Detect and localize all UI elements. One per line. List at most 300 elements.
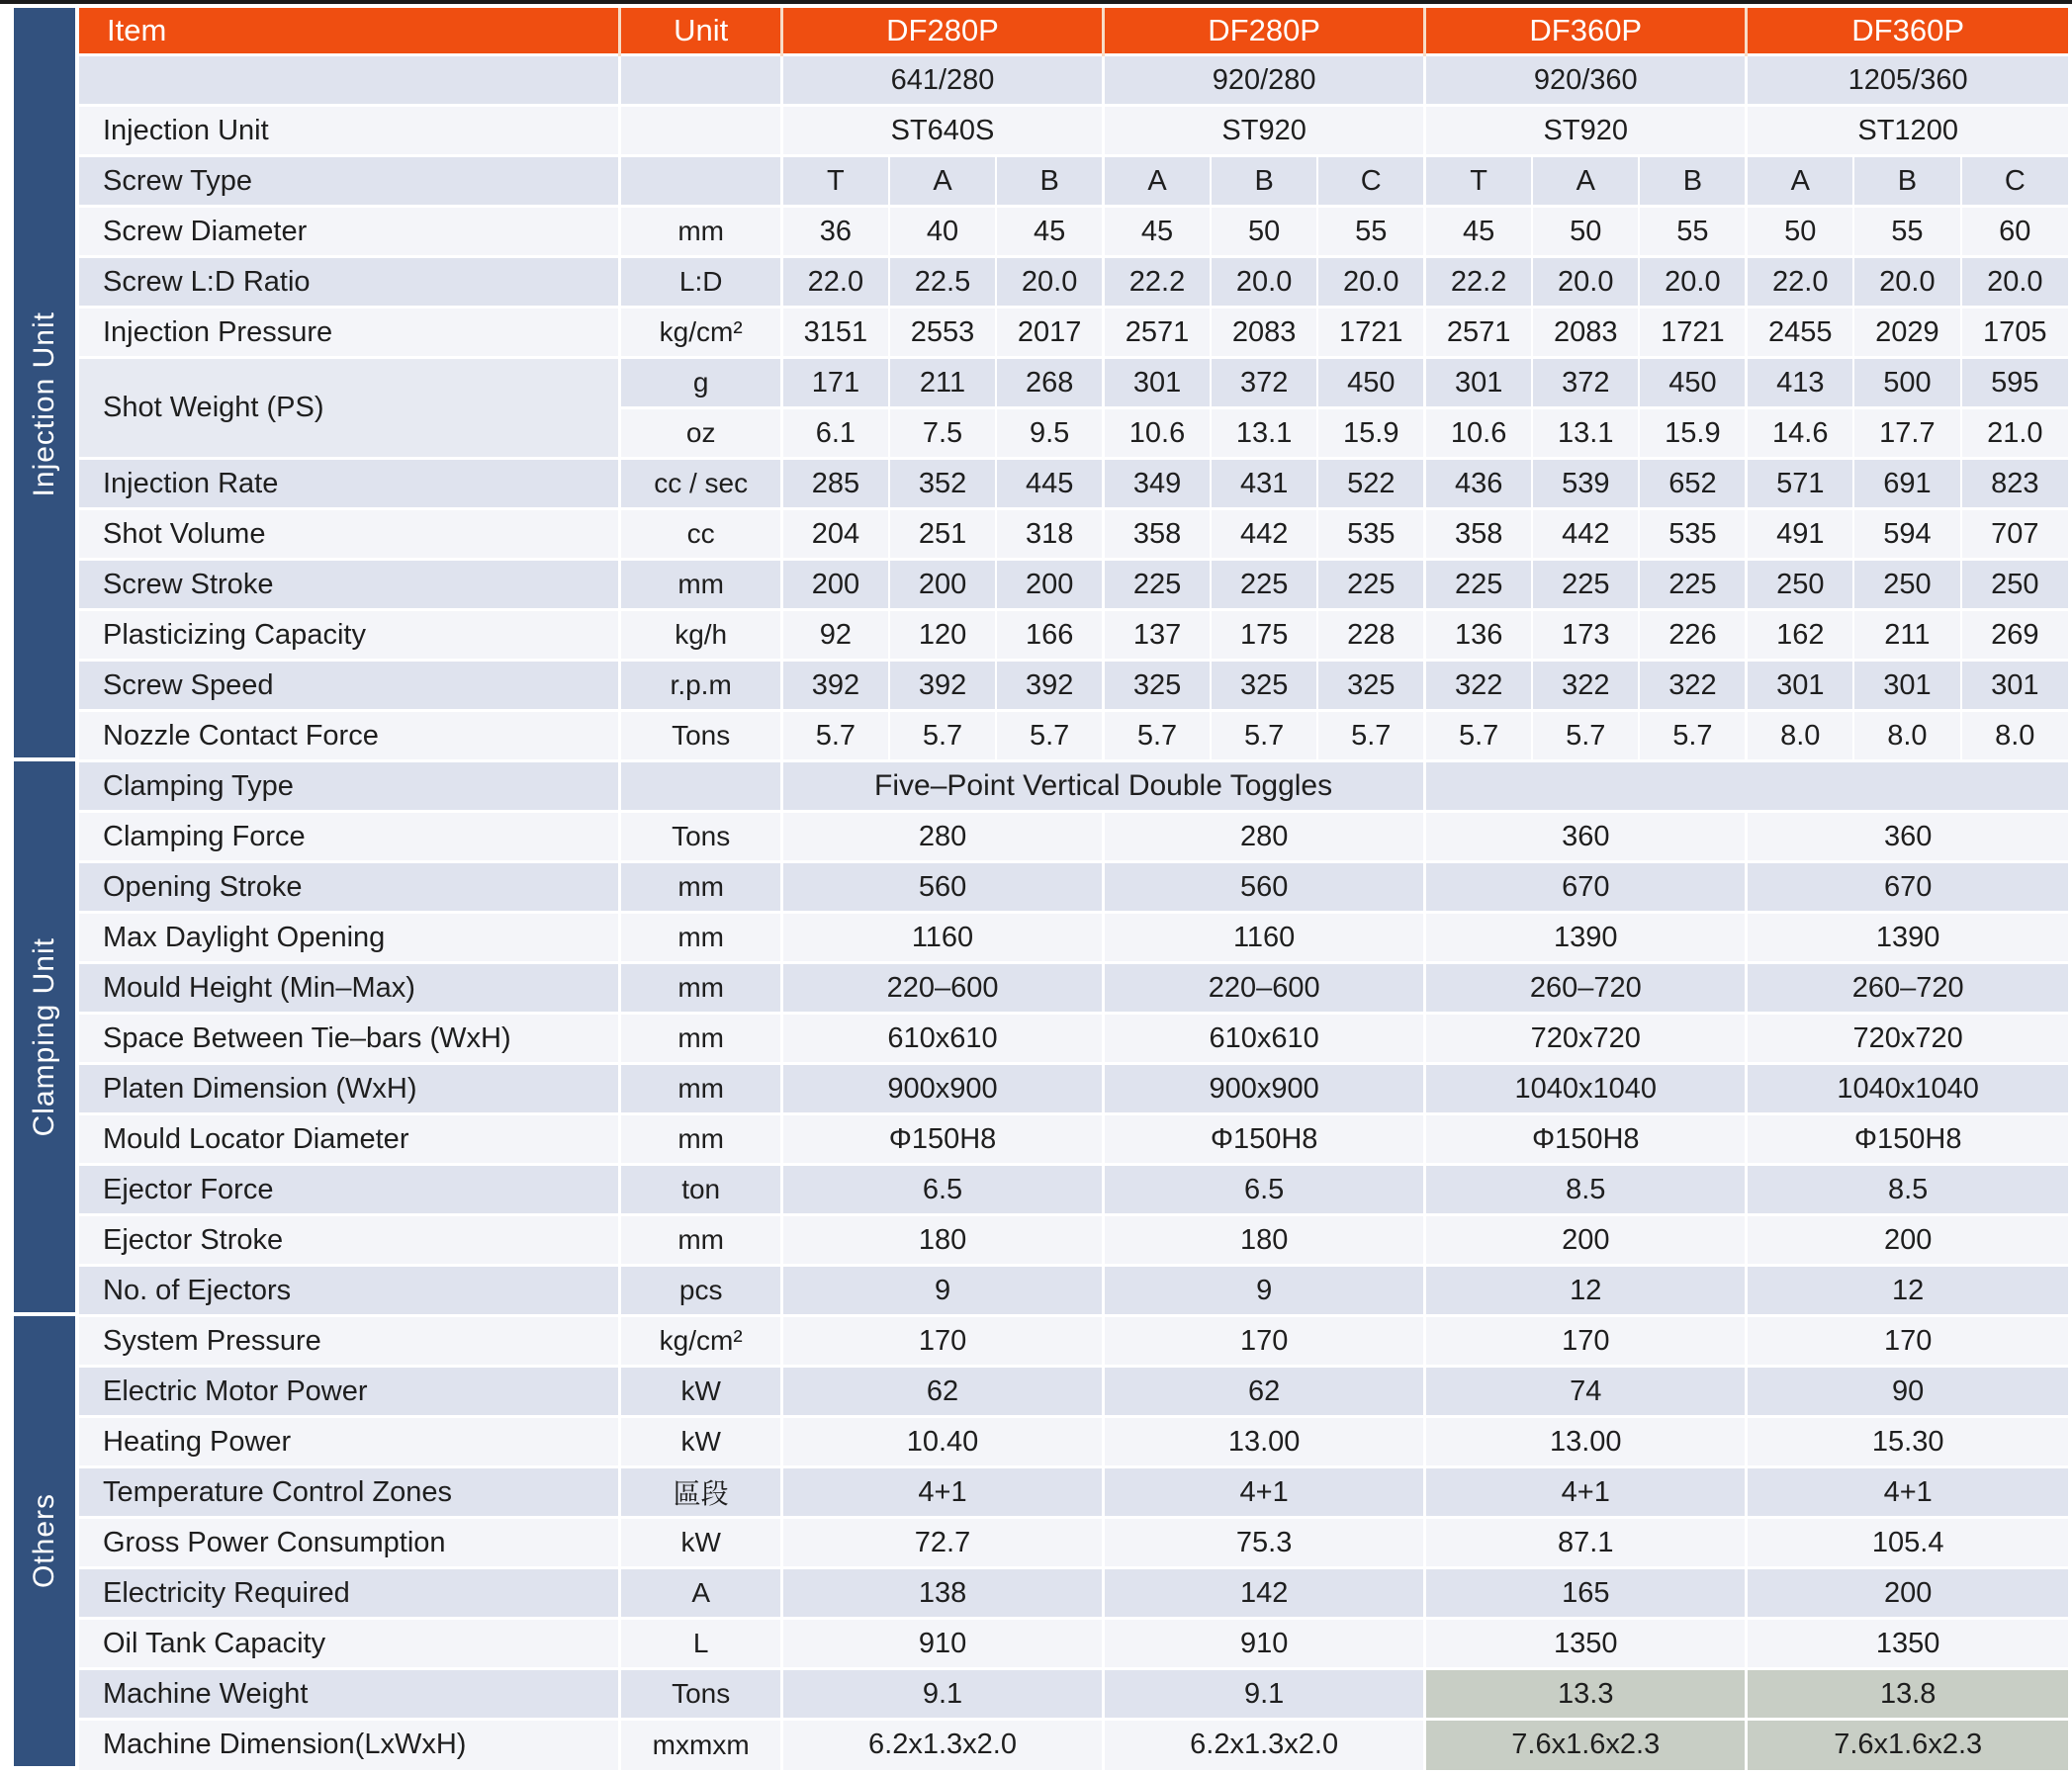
row-label: Machine Dimension(LxWxH) bbox=[79, 1720, 620, 1770]
spec-value-cell: 1350 bbox=[1425, 1619, 1747, 1669]
spec-row bbox=[79, 1014, 2068, 1064]
row-unit: mm bbox=[620, 862, 782, 913]
spec-value-cell: B bbox=[1211, 156, 1317, 207]
spec-value-cell: 21.0 bbox=[1961, 408, 2068, 459]
row-label bbox=[79, 55, 620, 106]
spec-value-cell: 900x900 bbox=[1104, 1064, 1425, 1114]
spec-value-cell: 220–600 bbox=[1104, 963, 1425, 1014]
spec-row bbox=[79, 862, 2068, 913]
spec-value-cell: 45 bbox=[1425, 207, 1532, 257]
spec-value-cell: 55 bbox=[1639, 207, 1746, 257]
spec-value-cell: 910 bbox=[1104, 1619, 1425, 1669]
spec-value-cell: 173 bbox=[1532, 610, 1639, 661]
spec-value-cell: 180 bbox=[1104, 1215, 1425, 1266]
spec-value-cell: 823 bbox=[1961, 459, 2068, 509]
row-label: Mould Locator Diameter bbox=[79, 1114, 620, 1165]
spec-row bbox=[79, 711, 2068, 761]
row-label: Space Between Tie–bars (WxH) bbox=[79, 1014, 620, 1064]
row-label: Oil Tank Capacity bbox=[79, 1619, 620, 1669]
spec-value-cell: 13.00 bbox=[1425, 1417, 1747, 1467]
spec-value-cell: 571 bbox=[1747, 459, 1853, 509]
spec-value-cell: 250 bbox=[1961, 560, 2068, 610]
row-unit: kg/h bbox=[620, 610, 782, 661]
spec-value-cell: 595 bbox=[1961, 358, 2068, 408]
row-label: Electric Motor Power bbox=[79, 1367, 620, 1417]
spec-value-cell: 900x900 bbox=[781, 1064, 1103, 1114]
spec-value-cell: 22.2 bbox=[1104, 257, 1211, 308]
spec-value-cell: 9 bbox=[1104, 1266, 1425, 1316]
spec-value-cell: A bbox=[1104, 156, 1211, 207]
spec-row bbox=[79, 1215, 2068, 1266]
spec-value-cell: 20.0 bbox=[1961, 257, 2068, 308]
spec-value-cell: 5.7 bbox=[1425, 711, 1532, 761]
spec-value-cell: 5.7 bbox=[1317, 711, 1424, 761]
spec-value-cell: ST640S bbox=[781, 106, 1103, 156]
row-label: Plasticizing Capacity bbox=[79, 610, 620, 661]
spec-value-cell: 225 bbox=[1639, 560, 1746, 610]
spec-value-cell: 40 bbox=[889, 207, 996, 257]
column-header-machine-3: DF360P bbox=[1425, 8, 1747, 55]
spec-value-cell: 20.0 bbox=[1317, 257, 1424, 308]
spec-value-cell: 13.00 bbox=[1104, 1417, 1425, 1467]
spec-row bbox=[79, 1316, 2068, 1367]
spec-value-cell: 6.2x1.3x2.0 bbox=[781, 1720, 1103, 1770]
spec-value-cell: 7.6x1.6x2.3 bbox=[1425, 1720, 1747, 1770]
row-label: Opening Stroke bbox=[79, 862, 620, 913]
spec-value-cell: 4+1 bbox=[1425, 1467, 1747, 1518]
spec-value-cell: 670 bbox=[1425, 862, 1747, 913]
side-band-injection-unit bbox=[14, 51, 75, 757]
spec-value-cell: 9 bbox=[781, 1266, 1103, 1316]
others-band-label: Others bbox=[28, 1493, 60, 1589]
spec-value-cell: 12 bbox=[1425, 1266, 1747, 1316]
row-unit: L bbox=[620, 1619, 782, 1669]
spec-value-cell: 594 bbox=[1853, 509, 1960, 560]
spec-value-cell: 170 bbox=[781, 1316, 1103, 1367]
row-unit: mm bbox=[620, 913, 782, 963]
spec-value-cell: 22.0 bbox=[1747, 257, 1853, 308]
spec-value-cell: B bbox=[1639, 156, 1746, 207]
spec-value-cell: 204 bbox=[781, 509, 888, 560]
row-unit: mm bbox=[620, 1114, 782, 1165]
spec-value-cell: 1205/360 bbox=[1747, 55, 2068, 106]
spec-value-cell: 436 bbox=[1425, 459, 1532, 509]
spec-value-cell: 45 bbox=[1104, 207, 1211, 257]
spec-value-cell: 72.7 bbox=[781, 1518, 1103, 1568]
spec-value-cell: 1390 bbox=[1747, 913, 2068, 963]
spec-value-cell: 392 bbox=[781, 661, 888, 711]
row-unit bbox=[620, 106, 782, 156]
spec-value-cell: 200 bbox=[1747, 1568, 2068, 1619]
spec-value-cell: 200 bbox=[781, 560, 888, 610]
row-unit: cc bbox=[620, 509, 782, 560]
spec-value-cell: 50 bbox=[1747, 207, 1853, 257]
spec-value-cell: 8.5 bbox=[1747, 1165, 2068, 1215]
row-label: Max Daylight Opening bbox=[79, 913, 620, 963]
spec-value-cell: 75.3 bbox=[1104, 1518, 1425, 1568]
spec-value-cell: 522 bbox=[1317, 459, 1424, 509]
spec-value-cell: 280 bbox=[781, 812, 1103, 862]
spec-value-cell: 225 bbox=[1211, 560, 1317, 610]
spec-value-cell: C bbox=[1961, 156, 2068, 207]
row-unit: kg/cm² bbox=[620, 1316, 782, 1367]
row-label: Screw Type bbox=[79, 156, 620, 207]
spec-value-cell: 200 bbox=[1747, 1215, 2068, 1266]
spec-value-cell: 301 bbox=[1961, 661, 2068, 711]
spec-value-cell: 6.5 bbox=[781, 1165, 1103, 1215]
row-unit: mm bbox=[620, 1215, 782, 1266]
side-band-corner bbox=[14, 8, 75, 51]
spec-value-cell: 2083 bbox=[1211, 308, 1317, 358]
spec-value-cell: 8.0 bbox=[1747, 711, 1853, 761]
spec-value-cell: 325 bbox=[1317, 661, 1424, 711]
spec-table-header bbox=[79, 8, 2068, 55]
spec-value-cell: 1390 bbox=[1425, 913, 1747, 963]
spec-value-cell: 200 bbox=[889, 560, 996, 610]
injection-unit-band-label: Injection Unit bbox=[28, 311, 60, 497]
row-label: Electricity Required bbox=[79, 1568, 620, 1619]
spec-value-cell: T bbox=[1425, 156, 1532, 207]
spec-value-cell: 9.5 bbox=[996, 408, 1103, 459]
spec-value-cell: A bbox=[889, 156, 996, 207]
row-unit: cc / sec bbox=[620, 459, 782, 509]
spec-row bbox=[79, 1467, 2068, 1518]
row-label: Machine Weight bbox=[79, 1669, 620, 1720]
spec-row bbox=[79, 308, 2068, 358]
row-unit: 區段 bbox=[620, 1467, 782, 1518]
spec-value-cell: 269 bbox=[1961, 610, 2068, 661]
spec-value-cell: 200 bbox=[996, 560, 1103, 610]
spec-value-cell: 352 bbox=[889, 459, 996, 509]
row-unit: ton bbox=[620, 1165, 782, 1215]
row-unit: mm bbox=[620, 207, 782, 257]
spec-row bbox=[79, 1669, 2068, 1720]
spec-value-cell: 17.7 bbox=[1853, 408, 1960, 459]
spec-value-cell: 225 bbox=[1317, 560, 1424, 610]
spec-value-cell: 136 bbox=[1425, 610, 1532, 661]
spec-value-cell: 7.6x1.6x2.3 bbox=[1747, 1720, 2068, 1770]
row-label: Nozzle Contact Force bbox=[79, 711, 620, 761]
spec-row bbox=[79, 963, 2068, 1014]
spec-value-cell: 2455 bbox=[1747, 308, 1853, 358]
spec-value-cell: 349 bbox=[1104, 459, 1211, 509]
spec-row bbox=[79, 207, 2068, 257]
spec-value-cell: 5.7 bbox=[1639, 711, 1746, 761]
row-unit: mm bbox=[620, 1064, 782, 1114]
row-unit: L:D bbox=[620, 257, 782, 308]
row-unit: Tons bbox=[620, 711, 782, 761]
spec-value-cell: 1705 bbox=[1961, 308, 2068, 358]
spec-value-cell: 165 bbox=[1425, 1568, 1747, 1619]
row-label: System Pressure bbox=[79, 1316, 620, 1367]
spec-row bbox=[79, 156, 2068, 207]
row-label: Injection Rate bbox=[79, 459, 620, 509]
row-label: Temperature Control Zones bbox=[79, 1467, 620, 1518]
spec-value-cell: 1160 bbox=[781, 913, 1103, 963]
spec-value-cell: 12 bbox=[1747, 1266, 2068, 1316]
spec-value-cell: 652 bbox=[1639, 459, 1746, 509]
spec-value-cell: 2553 bbox=[889, 308, 996, 358]
spec-row bbox=[79, 1518, 2068, 1568]
row-label: Screw Diameter bbox=[79, 207, 620, 257]
spec-value-cell: 8.5 bbox=[1425, 1165, 1747, 1215]
spec-value-cell: 3151 bbox=[781, 308, 888, 358]
spec-value-cell: 9.1 bbox=[781, 1669, 1103, 1720]
spec-value-cell: 211 bbox=[889, 358, 996, 408]
row-label: Platen Dimension (WxH) bbox=[79, 1064, 620, 1114]
row-unit: mm bbox=[620, 1014, 782, 1064]
spec-value-cell: Φ150H8 bbox=[781, 1114, 1103, 1165]
spec-value-cell: 62 bbox=[1104, 1367, 1425, 1417]
spec-value-cell: 560 bbox=[1104, 862, 1425, 913]
spec-row bbox=[79, 1417, 2068, 1467]
spec-value-cell: 211 bbox=[1853, 610, 1960, 661]
spec-row bbox=[79, 106, 2068, 156]
spec-value-cell: 920/280 bbox=[1104, 55, 1425, 106]
spec-value-cell: 225 bbox=[1104, 560, 1211, 610]
empty-cell bbox=[1425, 761, 2068, 812]
spec-value-cell: 15.9 bbox=[1639, 408, 1746, 459]
spec-value-cell: 392 bbox=[996, 661, 1103, 711]
spec-value-cell: 442 bbox=[1532, 509, 1639, 560]
spec-value-cell: 200 bbox=[1425, 1215, 1747, 1266]
row-unit: Tons bbox=[620, 1669, 782, 1720]
spec-value-cell: Φ150H8 bbox=[1747, 1114, 2068, 1165]
spec-value-cell: 500 bbox=[1853, 358, 1960, 408]
spec-value-cell: 20.0 bbox=[1853, 257, 1960, 308]
spec-value-cell: 1721 bbox=[1317, 308, 1424, 358]
spec-value-cell: 413 bbox=[1747, 358, 1853, 408]
spec-value-cell: 450 bbox=[1639, 358, 1746, 408]
spec-value-cell: 610x610 bbox=[1104, 1014, 1425, 1064]
spec-value-cell: 5.7 bbox=[996, 711, 1103, 761]
spec-value-cell: 1350 bbox=[1747, 1619, 2068, 1669]
spec-value-cell: 260–720 bbox=[1747, 963, 2068, 1014]
row-unit: mxmxm bbox=[620, 1720, 782, 1770]
spec-value-cell: 6.5 bbox=[1104, 1165, 1425, 1215]
spec-row bbox=[79, 761, 2068, 812]
row-unit: r.p.m bbox=[620, 661, 782, 711]
spec-value-cell: 22.2 bbox=[1425, 257, 1532, 308]
spec-value-cell: 15.9 bbox=[1317, 408, 1424, 459]
spec-value-cell: 1160 bbox=[1104, 913, 1425, 963]
spec-row bbox=[79, 1114, 2068, 1165]
row-unit: mm bbox=[620, 560, 782, 610]
row-unit bbox=[620, 156, 782, 207]
spec-value-cell: 5.7 bbox=[1104, 711, 1211, 761]
spec-value-cell: 2571 bbox=[1425, 308, 1532, 358]
spec-value-cell: 55 bbox=[1853, 207, 1960, 257]
spec-value-cell: 5.7 bbox=[889, 711, 996, 761]
spec-value-cell: 90 bbox=[1747, 1367, 2068, 1417]
spec-row bbox=[79, 560, 2068, 610]
spec-value-cell: 910 bbox=[781, 1619, 1103, 1669]
row-label: Clamping Force bbox=[79, 812, 620, 862]
row-unit: kW bbox=[620, 1518, 782, 1568]
clamping-type-value: Five–Point Vertical Double Toggles bbox=[781, 761, 1424, 812]
spec-value-cell: 220–600 bbox=[781, 963, 1103, 1014]
column-header-item: Item bbox=[79, 8, 620, 55]
spec-value-cell: 358 bbox=[1104, 509, 1211, 560]
spec-row bbox=[79, 1720, 2068, 1770]
spec-row bbox=[79, 610, 2068, 661]
column-header-machine-1: DF280P bbox=[781, 8, 1103, 55]
spec-value-cell: 535 bbox=[1317, 509, 1424, 560]
spec-value-cell: 170 bbox=[1104, 1316, 1425, 1367]
row-label: Injection Unit bbox=[79, 106, 620, 156]
spec-value-cell: 720x720 bbox=[1747, 1014, 2068, 1064]
spec-row bbox=[79, 661, 2068, 711]
spec-row bbox=[79, 459, 2068, 509]
spec-row bbox=[79, 1266, 2068, 1316]
column-header-unit: Unit bbox=[620, 8, 782, 55]
spec-value-cell: 720x720 bbox=[1425, 1014, 1747, 1064]
spec-value-cell: B bbox=[996, 156, 1103, 207]
spec-value-cell: B bbox=[1853, 156, 1960, 207]
spec-value-cell: 322 bbox=[1532, 661, 1639, 711]
spec-value-cell: 4+1 bbox=[1104, 1467, 1425, 1518]
spec-value-cell: 22.0 bbox=[781, 257, 888, 308]
spec-value-cell: 251 bbox=[889, 509, 996, 560]
spec-value-cell: 535 bbox=[1639, 509, 1746, 560]
spec-value-cell: 74 bbox=[1425, 1367, 1747, 1417]
spec-value-cell: 166 bbox=[996, 610, 1103, 661]
spec-value-cell: 301 bbox=[1425, 358, 1532, 408]
spec-value-cell: 301 bbox=[1747, 661, 1853, 711]
row-label: Shot Weight (PS) bbox=[79, 358, 620, 459]
row-unit: A bbox=[620, 1568, 782, 1619]
spec-row bbox=[79, 1064, 2068, 1114]
row-unit: oz bbox=[620, 408, 782, 459]
spec-value-cell: 360 bbox=[1747, 812, 2068, 862]
header-row bbox=[79, 8, 2068, 55]
spec-row bbox=[79, 1165, 2068, 1215]
spec-value-cell: 13.8 bbox=[1747, 1669, 2068, 1720]
spec-value-cell: 22.5 bbox=[889, 257, 996, 308]
spec-value-cell: 9.1 bbox=[1104, 1669, 1425, 1720]
spec-value-cell: 301 bbox=[1104, 358, 1211, 408]
spec-row bbox=[79, 55, 2068, 106]
row-label: Gross Power Consumption bbox=[79, 1518, 620, 1568]
row-label: Injection Pressure bbox=[79, 308, 620, 358]
spec-value-cell: 50 bbox=[1532, 207, 1639, 257]
spec-row bbox=[79, 913, 2068, 963]
spec-value-cell: 142 bbox=[1104, 1568, 1425, 1619]
spec-value-cell: 170 bbox=[1425, 1316, 1747, 1367]
spec-value-cell: 610x610 bbox=[781, 1014, 1103, 1064]
spec-value-cell: 225 bbox=[1425, 560, 1532, 610]
spec-value-cell: 5.7 bbox=[781, 711, 888, 761]
spec-value-cell: 1721 bbox=[1639, 308, 1746, 358]
spec-table bbox=[79, 8, 2068, 1770]
row-unit: kW bbox=[620, 1367, 782, 1417]
spec-value-cell: 1040x1040 bbox=[1425, 1064, 1747, 1114]
spec-value-cell: 15.30 bbox=[1747, 1417, 2068, 1467]
spec-value-cell: 92 bbox=[781, 610, 888, 661]
row-label: No. of Ejectors bbox=[79, 1266, 620, 1316]
spec-value-cell: 2029 bbox=[1853, 308, 1960, 358]
row-label: Shot Volume bbox=[79, 509, 620, 560]
spec-value-cell: 10.6 bbox=[1425, 408, 1532, 459]
spec-value-cell: 87.1 bbox=[1425, 1518, 1747, 1568]
row-unit: kW bbox=[620, 1417, 782, 1467]
row-unit: g bbox=[620, 358, 782, 408]
spec-value-cell: 360 bbox=[1425, 812, 1747, 862]
spec-value-cell: 2017 bbox=[996, 308, 1103, 358]
row-label: Screw Stroke bbox=[79, 560, 620, 610]
spec-table-body bbox=[79, 55, 2068, 1770]
row-label: Ejector Force bbox=[79, 1165, 620, 1215]
row-label: Screw Speed bbox=[79, 661, 620, 711]
spec-value-cell: 226 bbox=[1639, 610, 1746, 661]
scan-top-edge-line bbox=[0, 0, 2072, 4]
spec-value-cell: 372 bbox=[1211, 358, 1317, 408]
spec-value-cell: 171 bbox=[781, 358, 888, 408]
spec-value-cell: 285 bbox=[781, 459, 888, 509]
spec-value-cell: 10.40 bbox=[781, 1417, 1103, 1467]
spec-value-cell: 392 bbox=[889, 661, 996, 711]
spec-value-cell: 6.2x1.3x2.0 bbox=[1104, 1720, 1425, 1770]
spec-value-cell: 539 bbox=[1532, 459, 1639, 509]
spec-value-cell: 175 bbox=[1211, 610, 1317, 661]
side-band-others bbox=[14, 1316, 75, 1766]
spec-value-cell: ST920 bbox=[1425, 106, 1747, 156]
spec-value-cell: 138 bbox=[781, 1568, 1103, 1619]
spec-value-cell: 137 bbox=[1104, 610, 1211, 661]
spec-row bbox=[79, 1367, 2068, 1417]
spec-value-cell: 4+1 bbox=[781, 1467, 1103, 1518]
row-unit bbox=[620, 761, 782, 812]
spec-value-cell: 20.0 bbox=[1532, 257, 1639, 308]
spec-value-cell: 20.0 bbox=[1211, 257, 1317, 308]
spec-value-cell: 8.0 bbox=[1853, 711, 1960, 761]
spec-value-cell: 20.0 bbox=[996, 257, 1103, 308]
spec-value-cell: 20.0 bbox=[1639, 257, 1746, 308]
spec-value-cell: 50 bbox=[1211, 207, 1317, 257]
spec-value-cell: 7.5 bbox=[889, 408, 996, 459]
spec-value-cell: 2571 bbox=[1104, 308, 1211, 358]
spec-value-cell: 228 bbox=[1317, 610, 1424, 661]
spec-value-cell: 162 bbox=[1747, 610, 1853, 661]
spec-value-cell: 45 bbox=[996, 207, 1103, 257]
row-label: Heating Power bbox=[79, 1417, 620, 1467]
spec-value-cell: 325 bbox=[1104, 661, 1211, 711]
spec-value-cell: 318 bbox=[996, 509, 1103, 560]
spec-value-cell: 36 bbox=[781, 207, 888, 257]
spec-value-cell: 280 bbox=[1104, 812, 1425, 862]
spec-value-cell: Φ150H8 bbox=[1425, 1114, 1747, 1165]
row-label: Clamping Type bbox=[79, 761, 620, 812]
spec-value-cell: 5.7 bbox=[1211, 711, 1317, 761]
spec-row bbox=[79, 812, 2068, 862]
spec-value-cell: 260–720 bbox=[1425, 963, 1747, 1014]
spec-value-cell: 55 bbox=[1317, 207, 1424, 257]
spec-value-cell: 641/280 bbox=[781, 55, 1103, 106]
spec-value-cell: 322 bbox=[1639, 661, 1746, 711]
spec-value-cell: 445 bbox=[996, 459, 1103, 509]
clamping-unit-band-label: Clamping Unit bbox=[28, 936, 60, 1137]
row-label: Mould Height (Min–Max) bbox=[79, 963, 620, 1014]
spec-value-cell: 431 bbox=[1211, 459, 1317, 509]
spec-value-cell: 1040x1040 bbox=[1747, 1064, 2068, 1114]
spec-value-cell: 6.1 bbox=[781, 408, 888, 459]
spec-value-cell: 8.0 bbox=[1961, 711, 2068, 761]
row-label: Ejector Stroke bbox=[79, 1215, 620, 1266]
spec-value-cell: 60 bbox=[1961, 207, 2068, 257]
row-unit bbox=[620, 55, 782, 106]
spec-row bbox=[79, 358, 2068, 408]
spec-value-cell: 13.1 bbox=[1211, 408, 1317, 459]
